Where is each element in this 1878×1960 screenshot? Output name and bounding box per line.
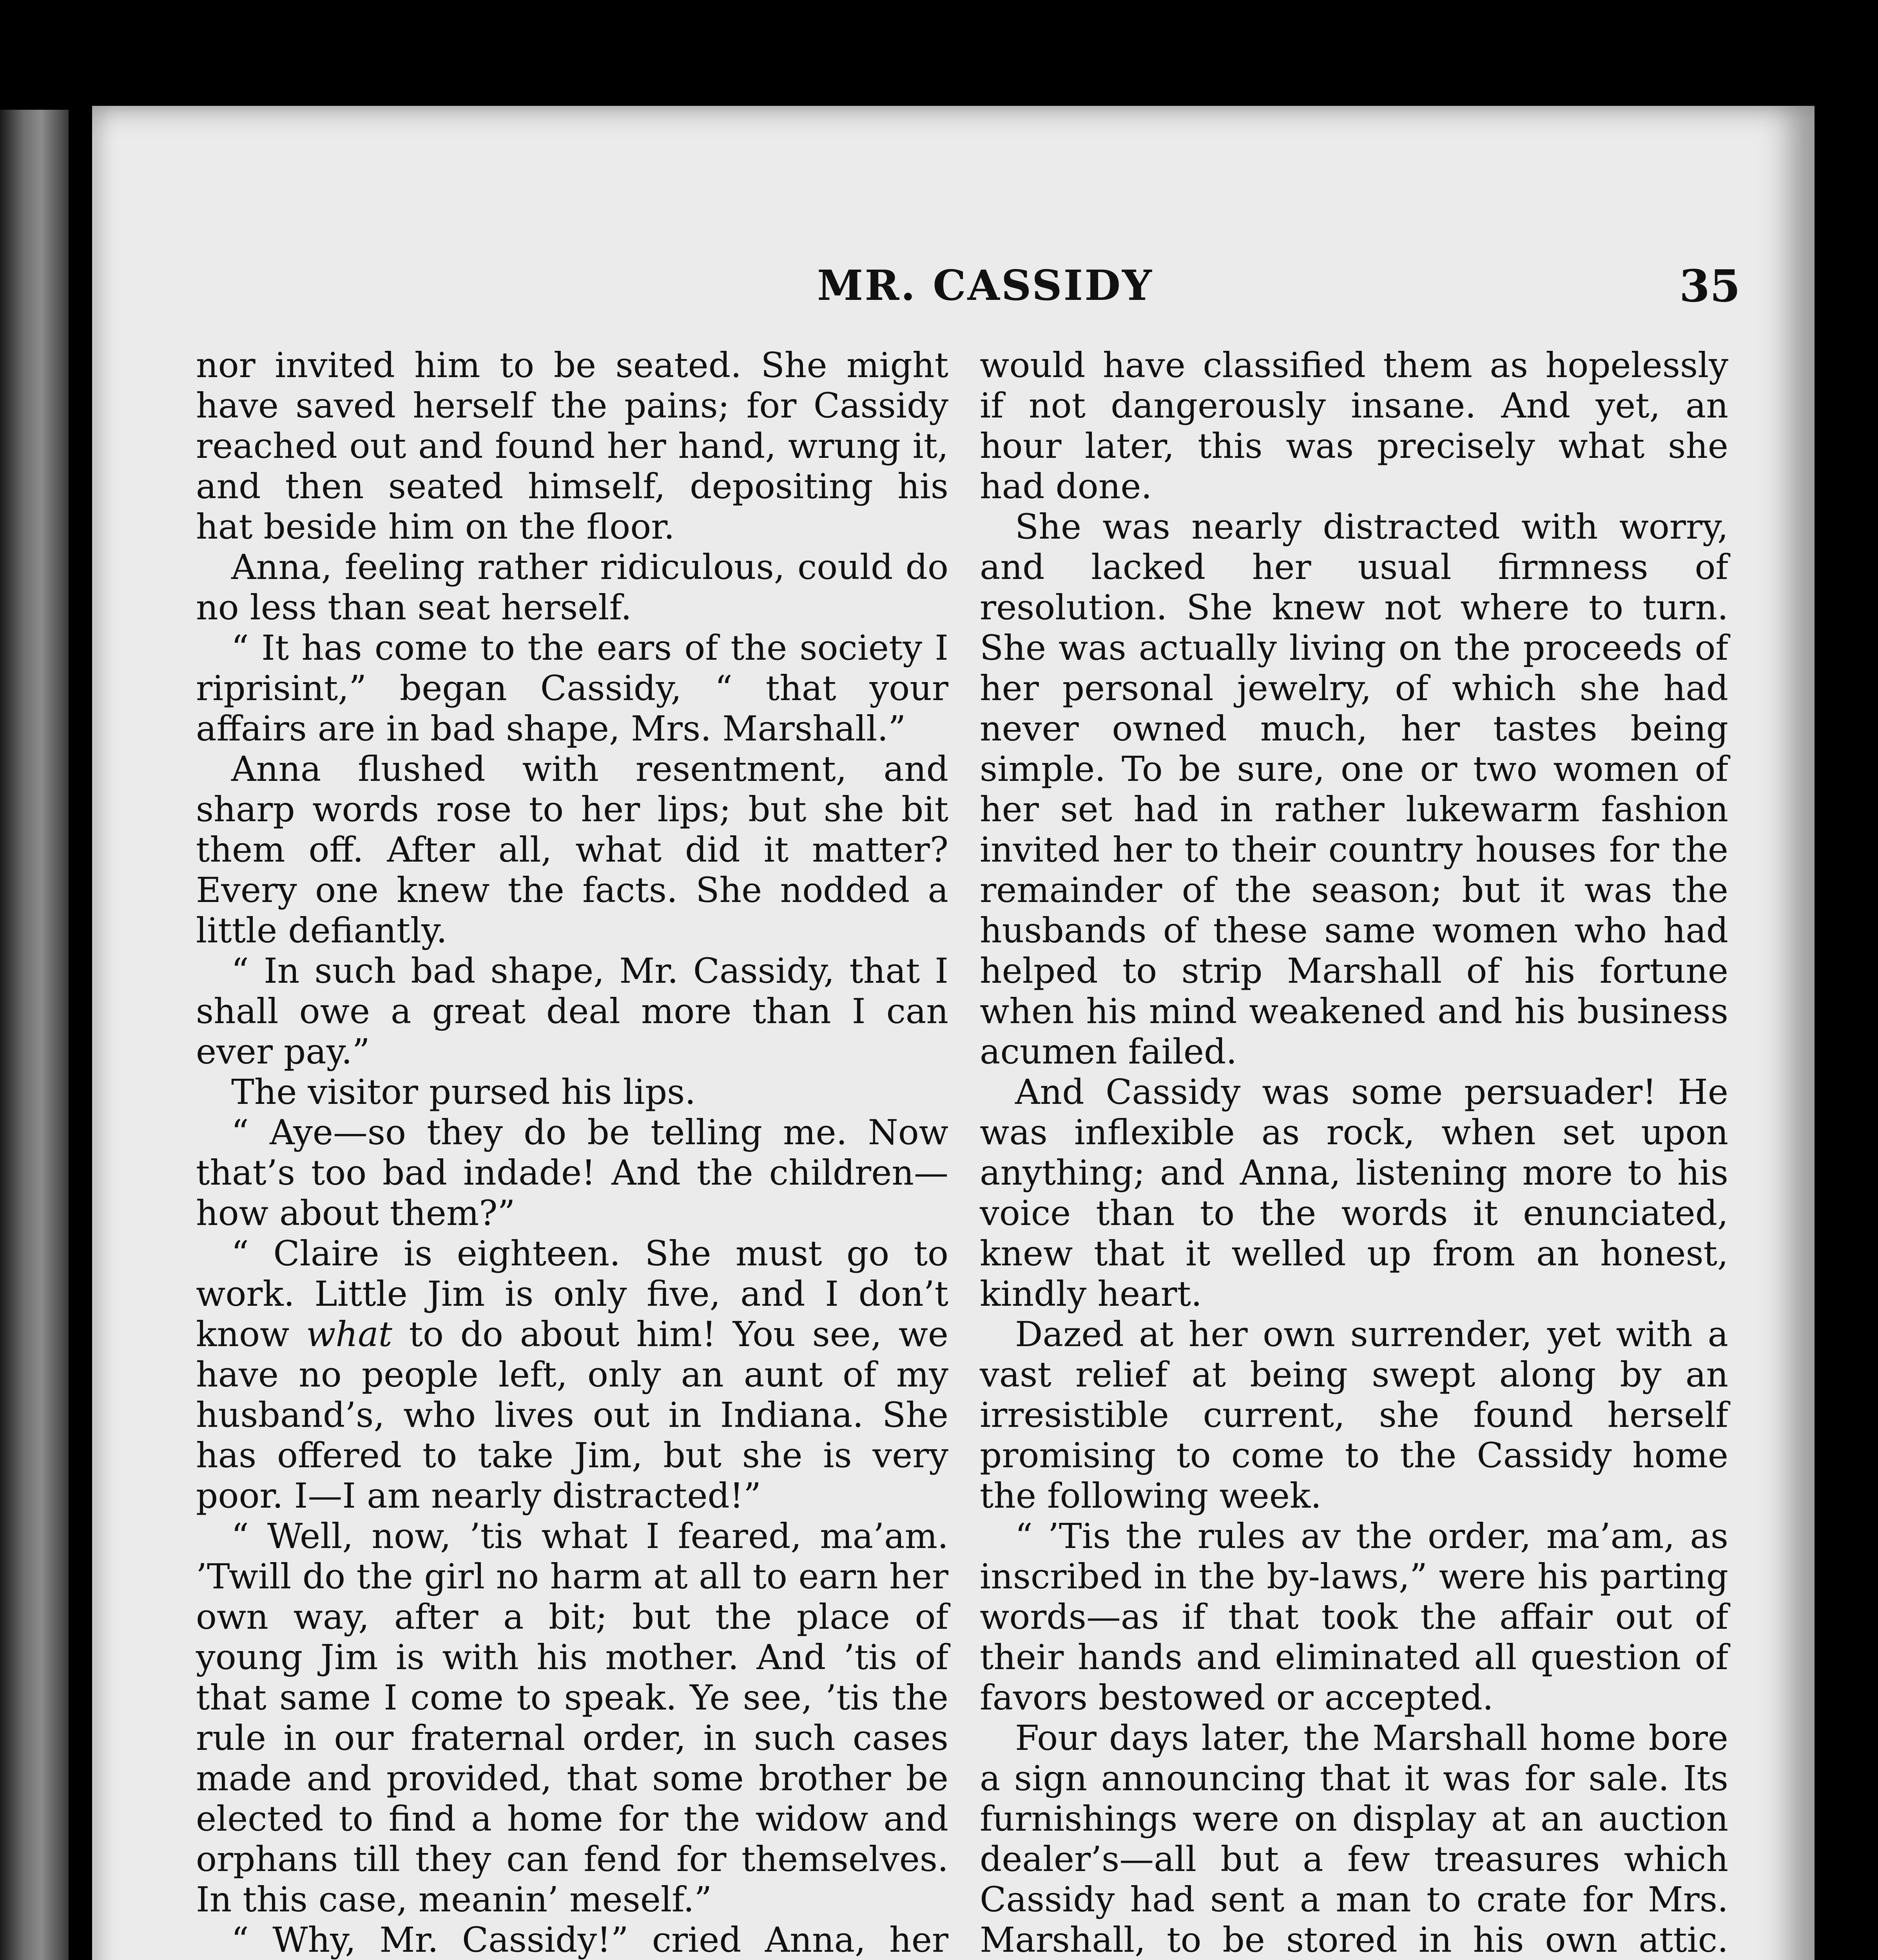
book-page (92, 106, 1815, 1960)
paragraph: “ It has come to the ears of the society I riprisint,” began Cassidy, “ that your affairs are in bad shape, Mrs. Marshall.” (196, 628, 948, 749)
paragraph-text: to do about him! You see, we have no people left, only an aunt of my husband’s, who lives out in Indiana. She has offered to take Jim, but she is very poor. I—I am nearly distracted!” (196, 1314, 949, 1516)
right-text-column (980, 345, 1728, 1960)
running-head: MR. CASSIDY (817, 261, 1153, 310)
paragraph (196, 1233, 948, 1516)
paragraph: “ Why, Mr. Cassidy!” cried Anna, her (231, 1920, 948, 1960)
paragraph-text: “ Claire is eighteen. She must go to work. Little Jim is only five, and I don’t know (196, 1233, 948, 1354)
paragraph: nor invited him to be seated. She might have saved herself the pains; for Cassidy reached out and found her hand, wrung it, and then seated himself, depositing his hat beside him on the floor. (196, 345, 948, 547)
paragraph: And Cassidy was some persuader! He was inflexible as rock, when set upon anything; and Anna, listening more to his voice than to the words it enunciated, knew that it welled up from an honest, kindly heart. (980, 1072, 1728, 1314)
paragraph: Anna flushed with resentment, and sharp words rose to her lips; but she bit them off. After all, what did it matter? Every one knew the facts. She nodded a little defiantly. (196, 749, 948, 951)
paragraph: “ In such bad shape, Mr. Cassidy, that I shall owe a great deal more than I can ever pay.” (196, 951, 948, 1072)
paragraph: “ ’Tis the rules av the order, ma’am, as inscribed in the by-laws,” were his parting words—as if that took the affair out of their hands and eliminated all question of favors bestowed or accepted. (980, 1516, 1728, 1718)
left-text-column (196, 345, 948, 1960)
paragraph: “ Well, now, ’tis what I feared, ma’am. ’Twill do the girl no harm at all to earn her own way, after a bit; but the place of young Jim is with his mother. And ’tis of that same I come to speak. Ye see, ’tis the rule in our fraternal order, in such cases made and provided, that some brother be elected to find a home for the widow and orphans till they can fend for themselves. In this case, meanin’ meself.” (196, 1516, 948, 1920)
paragraph: Dazed at her own surrender, yet with a vast relief at being swept along by an irresistible current, she found herself promising to come to the Cassidy home the following week. (980, 1314, 1728, 1516)
paragraph: The visitor pursed his lips. (231, 1072, 696, 1112)
paragraph: Anna, feeling rather ridiculous, could do no less than seat herself. (196, 547, 948, 628)
paragraph: Four days later, the Marshall home bore a sign announcing that it was for sale. Its furnishings were on display at an auction dealer’s—all but a few treasures which Cassidy had sent a man to crate for Mrs. Marshall, to be stored in his own attic. (980, 1718, 1728, 1960)
page-header (92, 261, 1815, 316)
paragraph: “ Aye—so they do be telling me. Now that’s too bad indade! And the children—how about them?” (196, 1112, 948, 1233)
emphasized-word: what (306, 1314, 392, 1354)
paragraph: would have classified them as hopelessly if not dangerously insane. And yet, an hour later, this was precisely what she had done. (980, 345, 1728, 506)
paragraph: She was nearly distracted with worry, and lacked her usual firmness of resolution. She knew not where to turn. She was actually living on the proceeds of her personal jewelry, of which she had never owned much, her tastes being simple. To be sure, one or two women of her set had in rather lukewarm fashion invited her to their country houses for the remainder of the season; but it was the husbands of these same women who had helped to strip Marshall of his fortune when his mind weakened and his business acumen failed. (980, 506, 1728, 1072)
page-number: 35 (1679, 261, 1740, 312)
facing-page-edge (0, 110, 69, 1960)
